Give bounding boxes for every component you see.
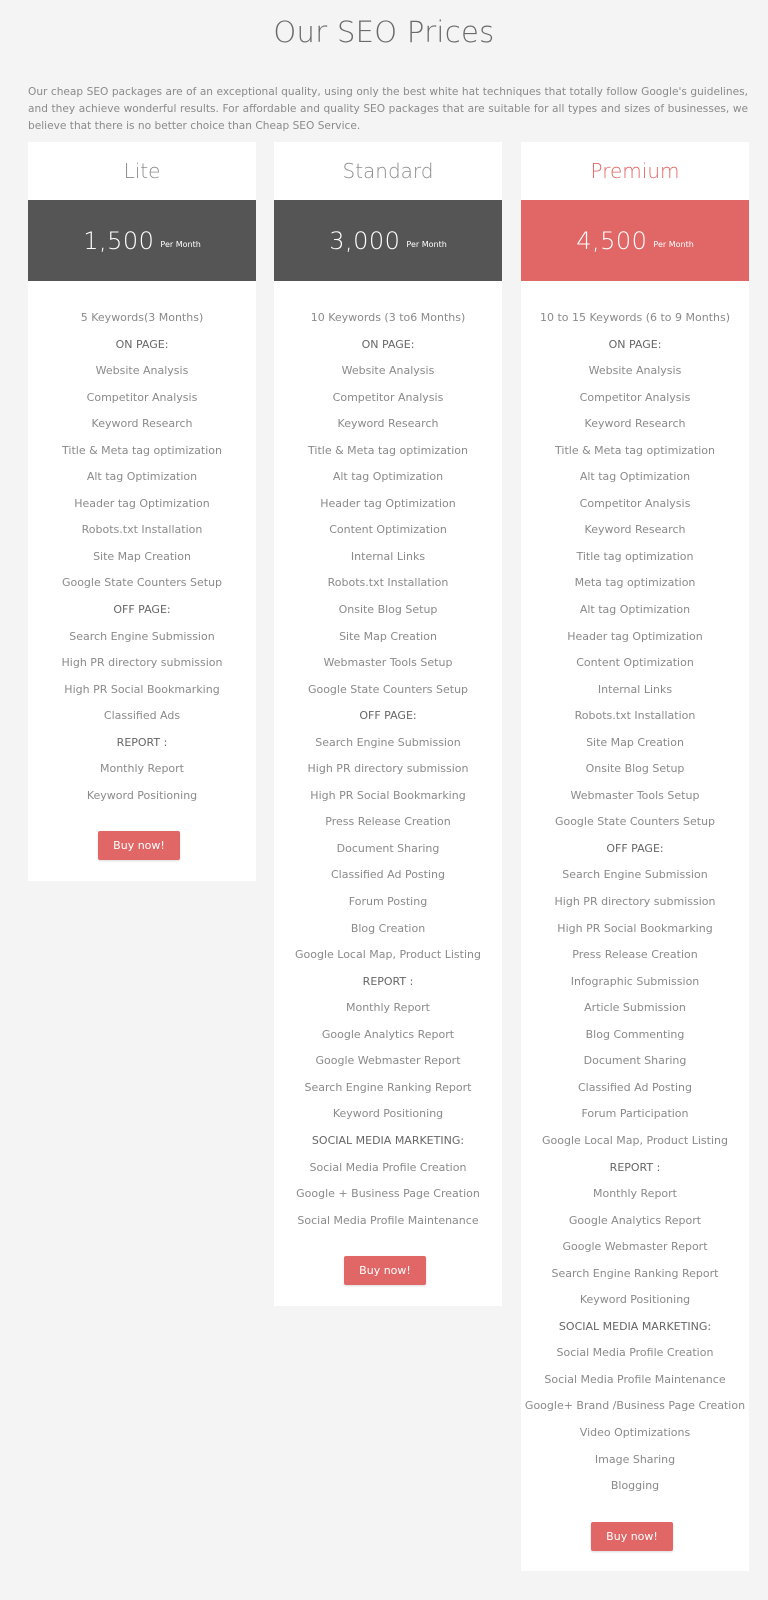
feature-item: Robots.txt Installation — [574, 709, 696, 723]
feature-item: Competitor Analysis — [579, 496, 691, 510]
price-band — [274, 200, 502, 281]
feature-section-heading: OFF PAGE: — [113, 603, 171, 617]
feature-item: Google Webmaster Report — [562, 1240, 708, 1254]
price-period: Per Month — [406, 240, 447, 249]
feature-item: Robots.txt Installation — [327, 576, 449, 590]
feature-item: Social Media Profile Maintenance — [297, 1213, 479, 1227]
feature-item: Alt tag Optimization — [579, 603, 691, 617]
feature-item: Video Optimizations — [579, 1425, 691, 1439]
feature-item: Social Media Profile Maintenance — [544, 1372, 726, 1386]
feature-item: Content Optimization — [576, 656, 694, 670]
feature-item: Google Analytics Report — [321, 1027, 455, 1041]
feature-item: Keyword Research — [91, 417, 193, 431]
feature-item: Webmaster Tools Setup — [570, 788, 700, 802]
feature-section-heading: SOCIAL MEDIA MARKETING: — [558, 1319, 712, 1333]
pricing-card-standard — [274, 142, 502, 1306]
feature-item: Competitor Analysis — [332, 390, 444, 404]
feature-item: Keyword Positioning — [332, 1107, 444, 1121]
feature-item: Title & Meta tag optimization — [308, 443, 468, 457]
feature-item: 10 to 15 Keywords (6 to 9 Months) — [539, 311, 731, 324]
feature-item: Webmaster Tools Setup — [323, 656, 453, 670]
price-amount: 3,000 — [329, 226, 401, 255]
feature-item: Alt tag Optimization — [579, 470, 691, 484]
feature-item: Social Media Profile Creation — [309, 1160, 467, 1174]
pricing-card-premium — [521, 142, 749, 1571]
feature-section-heading: REPORT : — [116, 735, 168, 749]
feature-item: Search Engine Submission — [562, 868, 708, 882]
feature-item: Blog Commenting — [585, 1027, 685, 1041]
feature-item: Monthly Report — [345, 1001, 430, 1015]
feature-item: Google Webmaster Report — [315, 1054, 461, 1068]
feature-item: High PR Social Bookmarking — [557, 921, 713, 935]
feature-item: Classified Ad Posting — [330, 868, 445, 882]
feature-item: Title tag optimization — [576, 549, 694, 563]
feature-item: Search Engine Ranking Report — [304, 1080, 472, 1094]
feature-item: Title & Meta tag optimization — [62, 443, 222, 457]
price-amount: 4,500 — [576, 226, 648, 255]
feature-item: Website Analysis — [95, 364, 189, 378]
price-amount: 1,500 — [83, 226, 155, 255]
feature-item: Internal Links — [350, 549, 426, 563]
feature-item: Search Engine Ranking Report — [551, 1266, 719, 1280]
feature-list — [521, 281, 749, 1500]
feature-section-heading: ON PAGE: — [361, 337, 415, 351]
feature-item: Keyword Positioning — [86, 788, 198, 802]
feature-item: Classified Ads — [103, 709, 181, 723]
feature-item: Google Local Map, Product Listing — [294, 948, 481, 962]
price-band — [521, 200, 749, 281]
feature-item: Infographic Submission — [570, 974, 700, 988]
feature-item: 10 Keywords (3 to6 Months) — [310, 311, 466, 324]
feature-item: Site Map Creation — [339, 629, 437, 643]
feature-item: Website Analysis — [341, 364, 435, 378]
feature-item: Article Submission — [584, 1001, 686, 1015]
feature-item: High PR directory submission — [61, 656, 223, 670]
feature-item: Competitor Analysis — [579, 390, 691, 404]
price-period: Per Month — [653, 240, 694, 249]
feature-item: Alt tag Optimization — [332, 470, 444, 484]
feature-item: Blogging — [610, 1479, 660, 1493]
feature-item: Google Analytics Report — [568, 1213, 702, 1227]
feature-item: Document Sharing — [583, 1054, 687, 1068]
feature-item: Keyword Research — [584, 523, 686, 537]
feature-item: Classified Ad Posting — [577, 1080, 692, 1094]
price-band — [28, 200, 256, 281]
feature-item: Forum Participation — [581, 1107, 689, 1121]
feature-item: 5 Keywords(3 Months) — [80, 311, 204, 324]
feature-item: Forum Posting — [348, 895, 428, 909]
feature-item: Alt tag Optimization — [86, 470, 198, 484]
feature-item: Keyword Research — [584, 417, 686, 431]
feature-item: Google State Counters Setup — [307, 682, 469, 696]
page-title: Our SEO Prices — [273, 15, 495, 49]
feature-section-heading: REPORT : — [362, 974, 414, 988]
feature-list — [274, 281, 502, 1234]
feature-item: Google+ Brand /Business Page Creation — [524, 1399, 746, 1413]
feature-item: Content Optimization — [329, 523, 447, 537]
feature-item: Website Analysis — [588, 364, 682, 378]
intro-paragraph: Our cheap SEO packages are of an exceptional quality, using only the best white hat techniques that totally follow Google's guidelines, and they achieve wonderful results. For affordable and quality SEO packages that are suitable for all types and sizes of businesses, we believe that there is no better choice than Cheap SEO Service. — [28, 86, 748, 132]
feature-item: Image Sharing — [594, 1452, 676, 1466]
feature-item: Keyword Research — [337, 417, 439, 431]
feature-item: Robots.txt Installation — [81, 523, 203, 537]
feature-item: Social Media Profile Creation — [556, 1346, 714, 1360]
feature-item: Onsite Blog Setup — [585, 762, 685, 776]
feature-section-heading: ON PAGE: — [608, 337, 662, 351]
feature-item: Competitor Analysis — [86, 390, 198, 404]
feature-item: Search Engine Submission — [315, 735, 461, 749]
feature-item: High PR directory submission — [307, 762, 469, 776]
feature-item: Google Local Map, Product Listing — [541, 1133, 728, 1147]
feature-item: Keyword Positioning — [579, 1293, 691, 1307]
feature-item: Press Release Creation — [325, 815, 451, 829]
feature-item: Monthly Report — [99, 762, 184, 776]
feature-item: Title & Meta tag optimization — [555, 443, 715, 457]
feature-list — [28, 281, 256, 809]
feature-item: Internal Links — [597, 682, 673, 696]
feature-item: Meta tag optimization — [574, 576, 696, 590]
feature-item: Monthly Report — [592, 1187, 677, 1201]
plan-name: Premium — [590, 159, 680, 183]
feature-item: Onsite Blog Setup — [338, 603, 438, 617]
feature-section-heading: OFF PAGE: — [359, 709, 417, 723]
feature-item: Header tag Optimization — [320, 496, 456, 510]
buy-now-button-standard[interactable]: Buy now! — [344, 1256, 426, 1285]
feature-item: Header tag Optimization — [74, 496, 210, 510]
feature-item: Google State Counters Setup — [554, 815, 716, 829]
feature-item: Document Sharing — [336, 841, 440, 855]
feature-item: Search Engine Submission — [69, 629, 215, 643]
feature-item: High PR directory submission — [554, 895, 716, 909]
feature-section-heading: SOCIAL MEDIA MARKETING: — [311, 1133, 465, 1147]
plan-name: Lite — [123, 159, 161, 183]
feature-item: High PR Social Bookmarking — [64, 682, 220, 696]
feature-section-heading: ON PAGE: — [115, 337, 169, 351]
feature-item: Blog Creation — [350, 921, 426, 935]
feature-item: Header tag Optimization — [567, 629, 703, 643]
plan-name: Standard — [342, 159, 434, 183]
feature-section-heading: REPORT : — [609, 1160, 661, 1174]
feature-item: High PR Social Bookmarking — [310, 788, 466, 802]
feature-item: Google State Counters Setup — [61, 576, 223, 590]
buy-now-button-premium[interactable]: Buy now! — [591, 1522, 673, 1551]
feature-item: Site Map Creation — [586, 735, 684, 749]
feature-item: Press Release Creation — [572, 948, 698, 962]
feature-section-heading: OFF PAGE: — [606, 841, 664, 855]
feature-item: Google + Business Page Creation — [296, 1187, 480, 1201]
buy-now-button-lite[interactable]: Buy now! — [98, 831, 180, 860]
pricing-card-lite — [28, 142, 256, 881]
price-period: Per Month — [160, 240, 201, 249]
feature-item: Site Map Creation — [93, 549, 191, 563]
